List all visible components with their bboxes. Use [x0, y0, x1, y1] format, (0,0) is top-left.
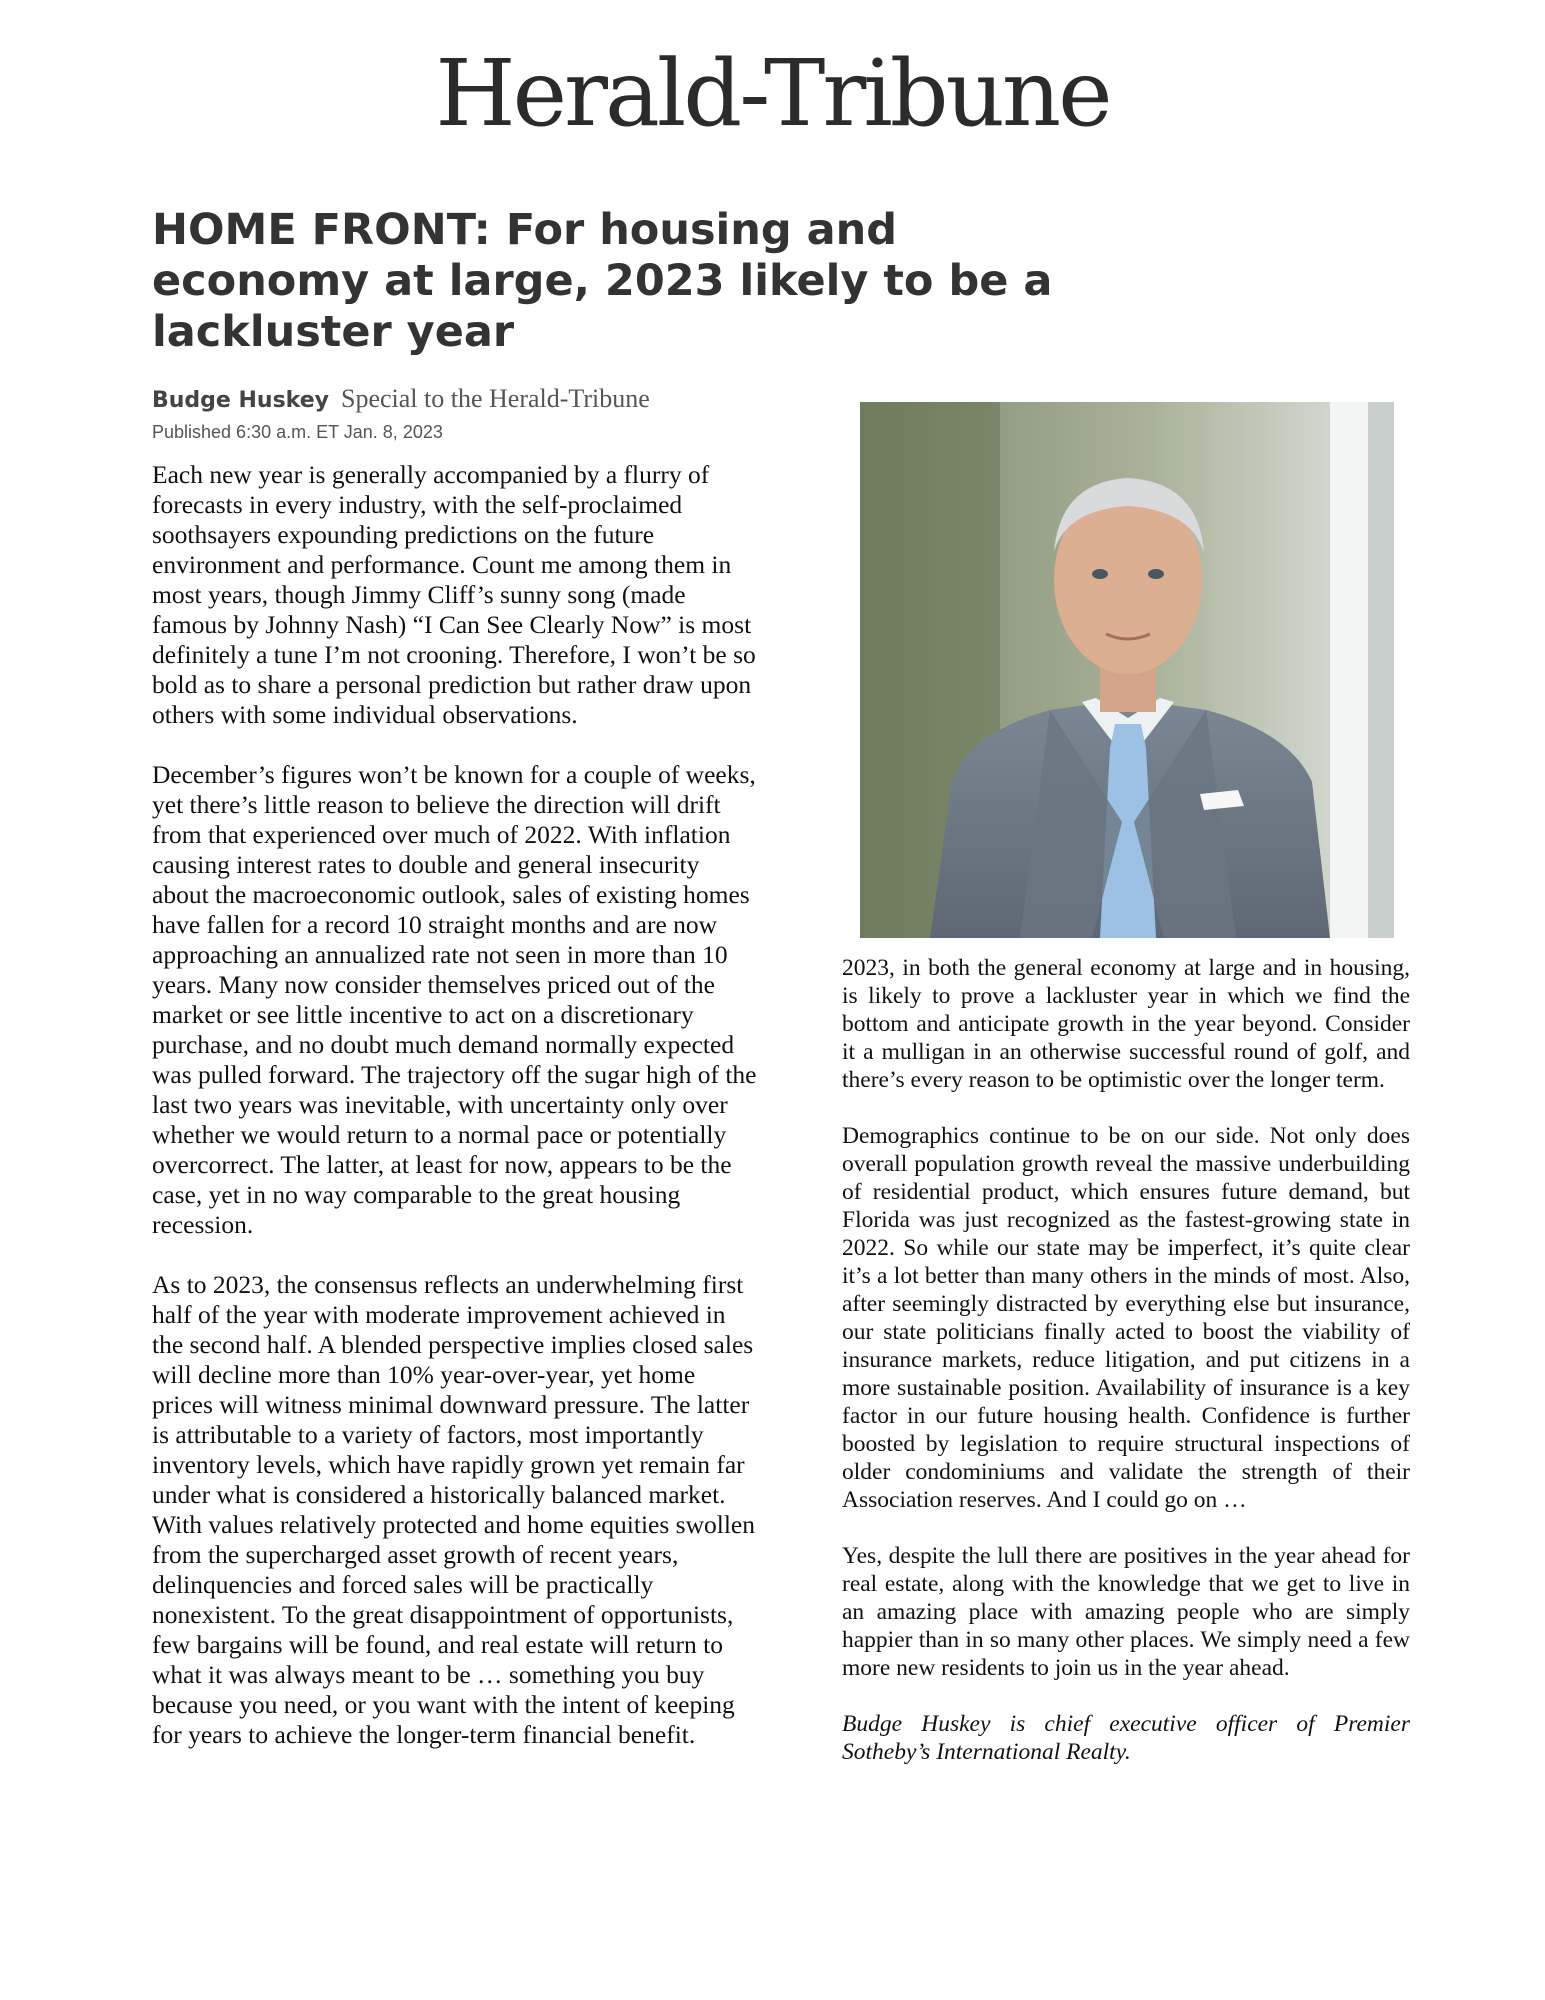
- author-portrait-photo: [860, 402, 1394, 938]
- body-paragraph: Each new year is generally accompanied by a flurry of forecasts in every industry, with the self-proclaimed soothsayers expounding predictions on the future environment and performance. Count me among them in most years, though Jimmy Cliff’s sunny song (made famous by Johnny Nash) “I Can See Clearly Now” is most definitely a tune I’m not crooning. Therefore, I won’t be so bold as to share a personal prediction but rather draw upon others with some individual observations.: [152, 460, 756, 729]
- author-name: Budge Huskey: [152, 388, 329, 413]
- body-paragraph: Yes, despite the lull there are positives in the year ahead for real estate, along with the knowledge that we get to live in an amazing place with amazing people who are simply happier than in so many other places. We simply need a few more new residents to join us in the year ahead.: [842, 1543, 1410, 1681]
- article-headline: HOME FRONT: For housing and economy at large, 2023 likely to be a lackluster year: [152, 205, 1053, 357]
- author-bio: Budge Huskey is chief executive officer of Premier Sotheby’s International Realty.: [842, 1711, 1410, 1765]
- masthead-logo: Herald-Tribune: [435, 40, 1110, 147]
- article-body-right-column: [842, 954, 1410, 1794]
- body-paragraph: Demographics continue to be on our side. Not only does overall population growth reveal the massive underbuilding of residential product, which ensures future demand, but Florida was just recognized as the fastest-growing state in 2022. So while our state may be imperfect, it’s quite clear it’s a lot better than many others in the minds of most. Also, after seemingly distracted by everything else but insurance, our state politicians finally acted to boost the viability of insurance markets, reduce litigation, and put citizens in a more sustainable position. Availability of insurance is a key factor in our future housing health. Confidence is further boosted by legislation to require structural inspections of older condominiums and validate the strength of their Association reserves. And I could go on …: [842, 1123, 1410, 1513]
- body-paragraph: As to 2023, the consensus reflects an underwhelming first half of the year with moderate improvement achieved in the second half. A blended perspective implies closed sales will decline more than 10% year-over-year, yet home prices will witness minimal downward pressure. The latter is attributable to a variety of factors, most importantly inventory levels, which have rapidly grown yet remain far under what is considered a historically balanced market. With values relatively protected and home equities swollen from the supercharged asset growth of recent years, delinquencies and forced sales will be practically nonexistent. To the great disappointment of opportunists, few bargains will be found, and real estate will return to what it was always meant to be … something you buy because you need, or you want with the intent of keeping for years to achieve the longer-term financial benefit.: [152, 1270, 755, 1749]
- byline: [152, 384, 650, 414]
- author-affiliation: Special to the Herald-Tribune: [340, 384, 650, 413]
- body-paragraph: 2023, in both the general economy at large and in housing, is likely to prove a lackluster year in which we find the bottom and anticipate growth in the year beyond. Consider it a mulligan in an otherwise successful round of golf, and there’s every reason to be optimistic over the longer term.: [842, 955, 1410, 1093]
- publish-date: Published 6:30 a.m. ET Jan. 8, 2023: [152, 422, 443, 442]
- body-paragraph: December’s figures won’t be known for a couple of weeks, yet there’s little reason to believe the direction will drift from that experienced over much of 2022. With inflation causing interest rates to double and general insecurity about the macroeconomic outlook, sales of existing homes have fallen for a record 10 straight months and are now approaching an annualized rate not seen in more than 10 years. Many now consider themselves priced out of the market or see little incentive to act on a discretionary purchase, and no doubt much demand normally expected was pulled forward. The trajectory off the sugar high of the last two years was inevitable, with uncertainty only over whether we would return to a normal pace or potentially overcorrect. The latter, at least for now, appears to be the case, yet in no way comparable to the great housing recession.: [152, 760, 757, 1239]
- article-body-left-column: [152, 460, 762, 1780]
